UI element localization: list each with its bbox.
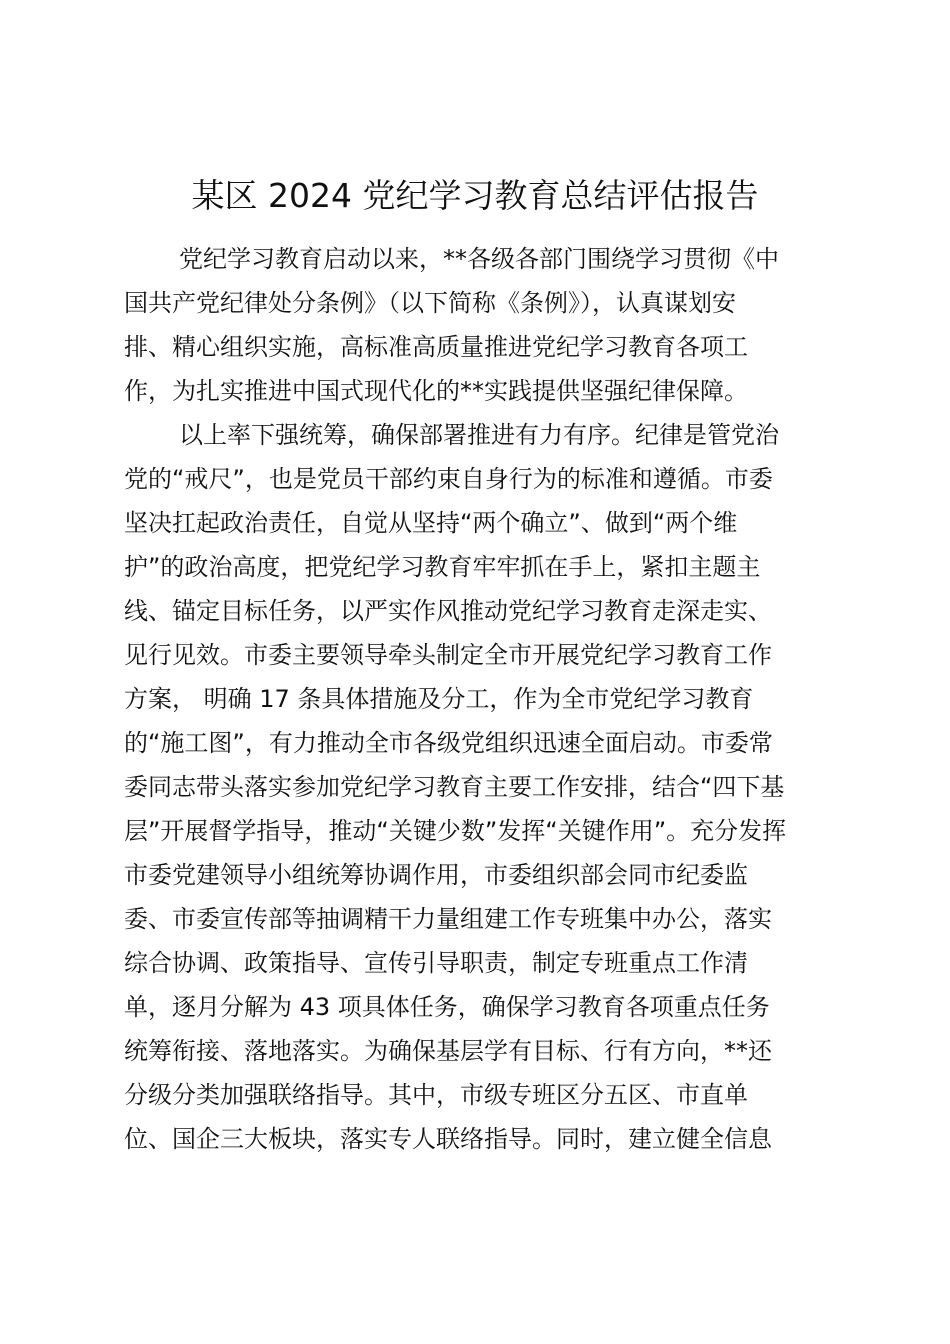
paragraph-line: 位、国企三大板块，落实专人联络指导。同时，建立健全信息 — [124, 1125, 772, 1153]
paragraph-line: 委同志带头落实参加党纪学习教育主要工作安排，结合“四下基 — [124, 773, 785, 801]
paragraph-line: 层”开展督学指导，推动“关键少数”发挥“关键作用”。充分发挥 — [124, 817, 787, 845]
paragraph-line: 线、锚定目标任务，以严实作风推动党纪学习教育走深走实、 — [124, 597, 772, 625]
paragraph-line: 坚决扛起政治责任，自觉从坚持“两个确立”、做到“两个维 — [124, 509, 738, 537]
paragraph-line: 单，逐月分解为 43 项具体任务，确保学习教育各项重点任务 — [124, 993, 770, 1021]
paragraph-line: 护”的政治高度，把党纪学习教育牢牢抓在手上，紧扣主题主 — [124, 553, 761, 581]
document-title: 某区 2024 党纪学习教育总结评估报告 — [191, 176, 759, 215]
paragraph-line: 党的“戒尺”，也是党员干部约束自身行为的标准和遵循。市委 — [124, 465, 773, 493]
paragraph-line: 作，为扎实推进中国式现代化的**实践提供坚强纪律保障。 — [124, 377, 748, 405]
paragraph-line: 委、市委宣传部等抽调精干力量组建工作专班集中办公，落实 — [124, 905, 772, 933]
paragraph-line: 以上率下强统筹，确保部署推进有力有序。纪律是管党治 — [179, 421, 779, 449]
paragraph-line: 方案， 明确 17 条具体措施及分工，作为全市党纪学习教育 — [124, 685, 754, 713]
paragraph-line: 国共产党纪律处分条例》（以下简称《条例》），认真谋划安 — [124, 289, 736, 317]
paragraph-line: 的“施工图”，有力推动全市各级党组织迅速全面启动。市委常 — [124, 729, 773, 757]
paragraph-line: 分级分类加强联络指导。其中，市级专班区分五区、市直单 — [124, 1081, 748, 1109]
paragraph-line: 排、精心组织实施，高标准高质量推进党纪学习教育各项工 — [124, 333, 748, 361]
paragraph-line: 见行见效。市委主要领导牵头制定全市开展党纪学习教育工作 — [124, 641, 772, 669]
paragraph-line: 党纪学习教育启动以来，**各级各部门围绕学习贯彻《中 — [179, 245, 779, 273]
paragraph-line: 市委党建领导小组统筹协调作用，市委组织部会同市纪委监 — [124, 861, 748, 889]
paragraph-line: 综合协调、政策指导、宣传引导职责，制定专班重点工作清 — [124, 949, 748, 977]
paragraph-line: 统筹衔接、落地落实。为确保基层学有目标、行有方向，**还 — [124, 1037, 772, 1065]
